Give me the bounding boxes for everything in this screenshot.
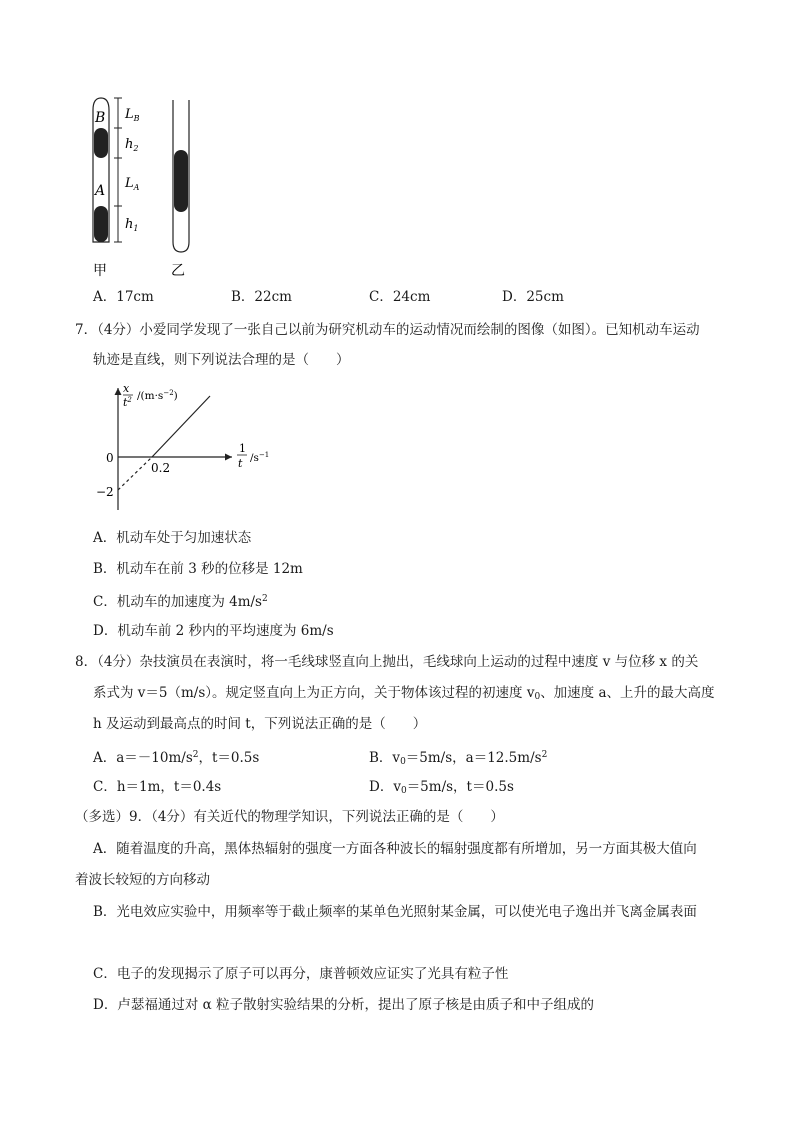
y-axis-label — [123, 382, 178, 409]
tube-figure — [85, 92, 205, 282]
label-LB: $L_B$ — [125, 107, 140, 123]
q6-option-d: D．25cm — [502, 289, 564, 305]
svg-text:t: t — [238, 457, 243, 470]
label-A: A — [95, 183, 106, 199]
svg-text:t2: $t^2$ — [123, 396, 132, 409]
q7-graph — [92, 382, 292, 514]
label-LA: $L_A$ — [125, 176, 140, 192]
q8-option-c: C．h＝1m，t＝0.4s — [93, 779, 222, 795]
q7-option-c: C．机动车的加速度为 $4m/s^2$ — [93, 594, 268, 610]
x-tick-label: 0.2 — [151, 461, 171, 475]
q9-option-d: D．卢瑟福通过对 α 粒子散射实验结果的分析，提出了原子核是由质子和中子组成的 — [93, 997, 595, 1013]
q8-option-b: B．$v_0=5m/s$，$a=12.5m/s^2$ — [369, 750, 548, 767]
q8-option-a: A．$a=-10m/s^2$，t＝0.5s — [93, 750, 260, 766]
y-tick-label: −2 — [96, 485, 114, 499]
label-B: B — [95, 110, 106, 126]
q9-option-a-line1: A．随着温度的升高，黑体热辐射的强度一方面各种波长的辐射强度都有所增加，另一方面其极大值向 — [93, 841, 697, 857]
q7-option-b: B．机动车在前 3 秒的位移是 12m — [93, 561, 303, 577]
q7-stem-line1: 7．（4分）小爱同学发现了一张自己以前为研究机动车的运动情况而绘制的图像（如图）。已知机动车运动 — [75, 322, 700, 338]
mercury-column-h2 — [94, 128, 108, 158]
svg-text:x: x — [123, 382, 130, 395]
q9-option-c: C．电子的发现揭示了原子可以再分，康普顿效应证实了光具有粒子性 — [93, 966, 509, 982]
q6-option-a: A．17cm — [93, 289, 154, 305]
q8-stem-line1: 8．（4分）杂技演员在表演时，将一毛线球竖直向上抛出，毛线球向上运动的过程中速度 v 与位移 x 的关 — [75, 654, 699, 670]
q8-stem-line2: 系式为 v＝5（m/s）。规定竖直向上为正方向，关于物体该过程的初速度 $v_0$、加速度 a、上升的最大高度 — [93, 685, 715, 702]
label-h2: $h_2$ — [125, 137, 139, 153]
q6-option-c: C．24cm — [369, 289, 431, 305]
x-axis-label — [237, 442, 269, 470]
q7-option-d: D．机动车前 2 秒内的平均速度为 6m/s — [93, 623, 334, 639]
svg-text:1: 1 — [239, 442, 246, 455]
caption-yi: 乙 — [171, 263, 185, 279]
origin-label: 0 — [106, 451, 114, 465]
q8-stem-line3: h 及运动到最高点的时间 t，下列说法正确的是（ ） — [93, 716, 427, 732]
graph-line-solid — [152, 396, 210, 457]
caption-jia: 甲 — [93, 263, 107, 279]
label-h1: $h_1$ — [125, 217, 139, 233]
q9-stem: （多选）9．（4分）有关近代的物理学知识，下列说法正确的是（ ） — [75, 809, 504, 825]
mercury-column-right — [174, 150, 188, 212]
q6-option-b: B．22cm — [231, 289, 292, 305]
graph-line-dashed — [118, 457, 152, 490]
svg-text:/(m·s−2): $/(m\cdot s^{-2})$ — [137, 389, 178, 402]
q8-option-d: D．$v_0=5m/s$，t＝0.5s — [369, 779, 514, 796]
q7-stem-line2: 轨迹是直线，则下列说法合理的是（ ） — [93, 352, 350, 368]
q9-option-b: B．光电效应实验中，用频率等于截止频率的某单色光照射某金属，可以使光电子逸出并飞离金属表面 — [93, 904, 697, 920]
svg-text:/s−1: $/s^{-1}$ — [250, 451, 270, 464]
mercury-column-h1 — [94, 206, 108, 242]
q7-option-a: A．机动车处于匀加速状态 — [93, 530, 252, 546]
q9-option-a-line2: 着波长较短的方向移动 — [75, 872, 210, 888]
